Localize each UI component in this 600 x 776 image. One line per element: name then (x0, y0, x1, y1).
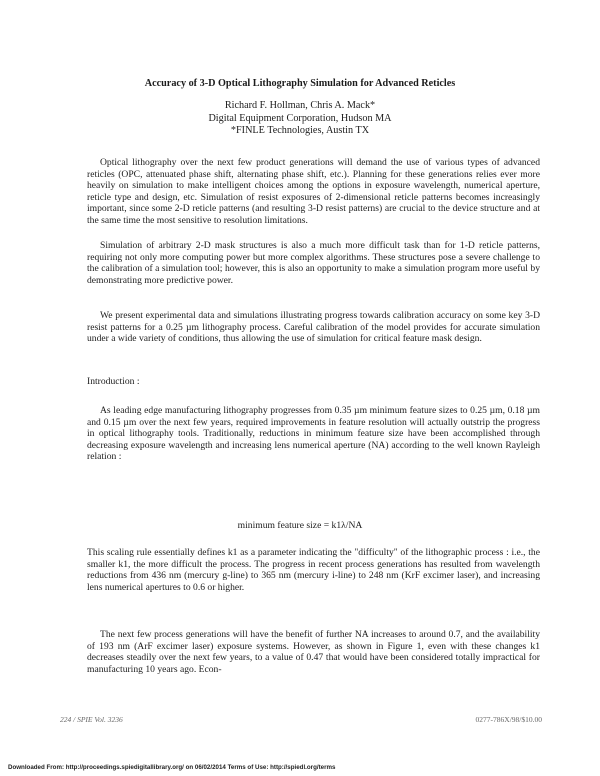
footer-volume: 224 / SPIE Vol. 3236 (60, 715, 123, 724)
intro-paragraph: The next few process generations will have the benefit of further NA increases to around 0.7, and the availability of 193 nm (ArF excimer laser) exposure systems. However, as shown in Figure 1, even with these changes k1 decreases steadily over the next few years, to a value of 0.47 that would have been considered totally impractical for manufacturing 10 years ago. Econ- (87, 629, 540, 675)
abstract-paragraph: Simulation of arbitrary 2-D mask structures is also a much more difficult task than for 1-D reticle patterns, requiring not only more computing power but more complex algorithms. These structures pose a severe challenge to the calibration of a simulation tool; however, this is also an opportunity to make a simulation program more useful by demonstrating more predictive power. (87, 240, 540, 286)
section-heading-introduction: Introduction : (87, 376, 140, 387)
download-notice: Downloaded From: http://proceedings.spiedigitallibrary.org/ on 06/02/2014 Terms of Use: http://spiedl.org/terms (8, 764, 336, 771)
author-names: Richard F. Hollman, Chris A. Mack* (224, 100, 376, 111)
intro-paragraph: As leading edge manufacturing lithography progresses from 0.35 µm minimum feature sizes to 0.25 µm, 0.18 µm and 0.15 µm over the next few years, required improvements in feature resolution will actually outstrip the progress in optical lithography tools. Traditionally, reductions in minimum feature size have been accomplished through decreasing exposure wavelength and increasing lens numerical aperture (NA) according to the well known Rayleigh relation : (87, 405, 540, 462)
rayleigh-formula: minimum feature size = k1λ/NA (237, 520, 363, 531)
author-block (0, 100, 600, 138)
footer-code: 0277-786X/98/$10.00 (475, 715, 542, 724)
affiliation-2: *FINLE Technologies, Austin TX (230, 125, 370, 137)
intro-paragraph: This scaling rule essentially defines k1 as a parameter indicating the "difficulty" of the lithographic process : i.e., the smaller k1, the more difficult the process. The progress in recent process generations has resulted from wavelength reductions from 436 nm (mercury g-line) to 365 nm (mercury i-line) to 248 nm (KrF excimer laser), and increasing lens numerical apertures to 0.6 or higher. (87, 547, 540, 593)
abstract-paragraph: Optical lithography over the next few product generations will demand the use of various types of advanced reticles (OPC, attenuated phase shift, alternating phase shift, etc.). Planning for these generations relies ever more heavily on simulation to make intelligent choices among the options in exposure wavelength, numerical aperture, reticle type and design, etc. Simulation of resist exposures of 2-dimensional reticle patterns becomes increasingly important, since some 2-D reticle patterns (and resulting 3-D resist patterns) are crucial to the device structure and at the same time the most sensitive to resolution limitations. (87, 157, 540, 226)
paper-title: Accuracy of 3-D Optical Lithography Simulation for Advanced Reticles (144, 78, 456, 89)
abstract-paragraph: We present experimental data and simulations illustrating progress towards calibration accuracy on some key 3-D resist patterns for a 0.25 µm lithography process. Careful calibration of the model provides for accurate simulation under a wide variety of conditions, thus allowing the use of simulation for critical feature mask design. (87, 310, 540, 344)
affiliation-1: Digital Equipment Corporation, Hudson MA (208, 112, 392, 124)
